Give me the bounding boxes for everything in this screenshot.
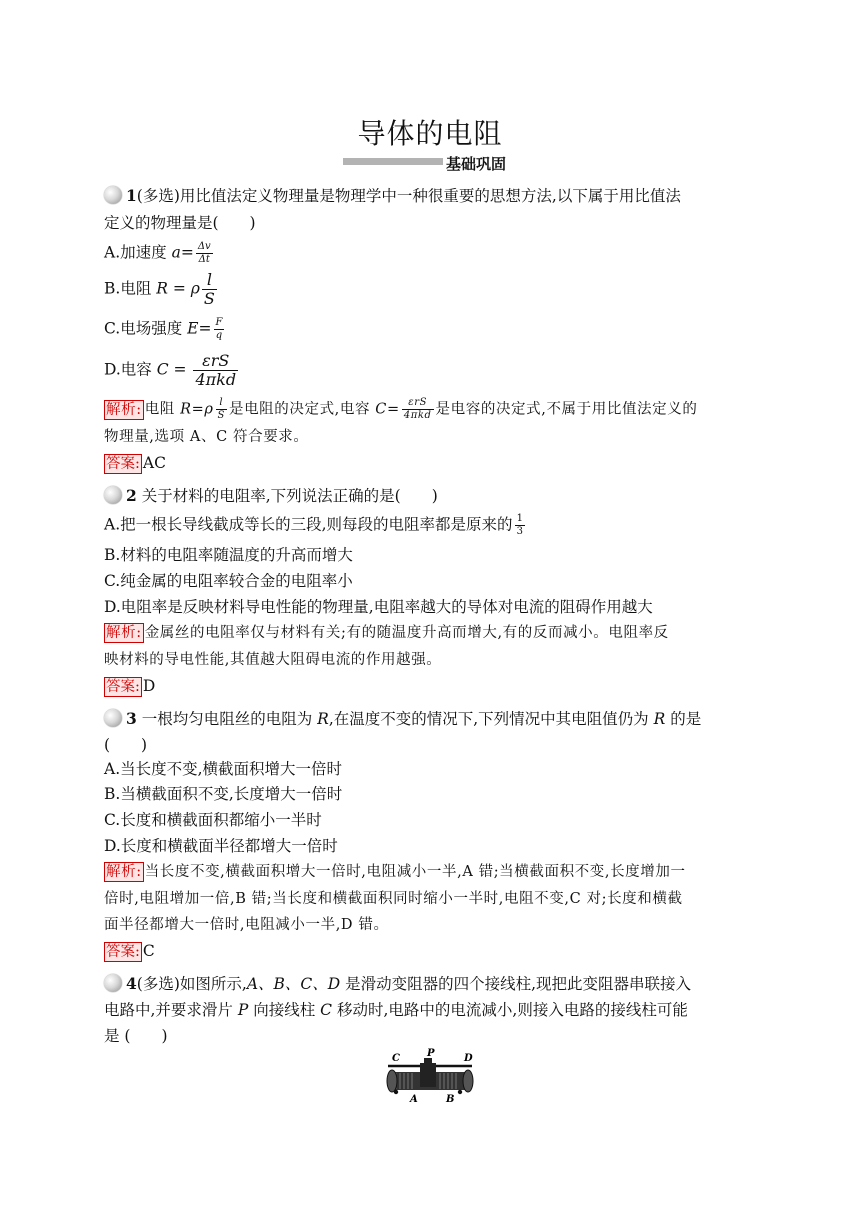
formula-var: R <box>653 710 666 728</box>
analysis-text: 当长度不变,横截面积增大一倍时,电阻减小一半,A 错;当横截面积不变,长度增加一 <box>144 864 686 880</box>
q3-analysis-line1 <box>104 862 686 882</box>
q3-analysis-line3: 面半径都增大一倍时,电阻减小一半,D 错。 <box>104 917 389 933</box>
formula-fraction <box>216 398 227 421</box>
option-label: C.电场强度 <box>104 319 188 338</box>
q1-option-b: B.电阻 R = ρ $\frac{l}{S}$ <box>104 270 215 308</box>
q3-option-c: C.长度和横截面积都缩小一半时 <box>104 811 322 829</box>
label-p: P <box>427 1048 435 1059</box>
label-a: A <box>410 1094 418 1104</box>
q2-answer <box>104 676 155 697</box>
section-heading: 基础巩固 <box>446 155 507 173</box>
q2-stem-text: 关于材料的电阻率,下列说法正确的是( ) <box>136 487 438 505</box>
q4-stem-text: (多选)如图所示, <box>136 975 247 993</box>
q2-option-a <box>104 514 527 537</box>
q1-answer <box>104 453 166 474</box>
option-text: A.把一根长导线截成等长的三段,则每段的电阻率都是原来的 <box>104 515 513 534</box>
q1-option-d: D.电容 C = $\frac{\text{εrS}}{\text{4πkd}}$ <box>104 351 237 389</box>
page-title: 导体的电阻 <box>357 117 503 150</box>
q4-stem-text: 移动时,电路中的电流减小,则接入电路的接线柱可能 <box>332 1001 688 1019</box>
q1-number: 1 <box>126 186 137 205</box>
q1-stem-line2: 定义的物理量是( ) <box>104 214 256 232</box>
q3-stem-text: ,在温度不变的情况下,下列情况中其电阻值仍为 <box>328 710 654 728</box>
answer-value: C <box>142 942 155 960</box>
rheostat-figure <box>380 1048 480 1104</box>
q2-option-c: C.纯金属的电阻率较合金的电阻率小 <box>104 572 353 590</box>
analysis-tag: 解析: <box>106 625 142 641</box>
formula-rho: ρ <box>190 279 200 298</box>
q4-stem-text: 电路中,并要求滑片 <box>104 1001 238 1019</box>
formula-fraction <box>402 398 434 421</box>
analysis-tag: 解析: <box>106 401 142 418</box>
q1-stem-text: (多选)用比值法定义物理量是物理学中一种很重要的思想方法,以下属于用比值法 <box>136 187 681 205</box>
formula-fraction <box>214 318 225 341</box>
question-bullet-icon <box>104 974 122 992</box>
formula-var: C <box>375 401 387 418</box>
q1-stem-line1 <box>104 186 681 206</box>
answer-value: AC <box>142 454 166 472</box>
fraction-denominator: 4πkd <box>195 370 237 389</box>
formula-fraction <box>193 353 238 388</box>
q2-number: 2 <box>126 486 137 505</box>
q3-stem-text: 一根均匀电阻丝的电阻为 <box>136 710 318 728</box>
q2-option-b: B.材料的电阻率随温度的升高而增大 <box>104 546 353 564</box>
answer-tag: 答案: <box>106 679 140 695</box>
q1-option-a: A.加速度 a= $\frac{\Delta v}{\Delta t}$ <box>104 241 211 265</box>
fraction-denominator: Δt <box>198 254 210 265</box>
end-cap-left <box>387 1070 397 1092</box>
q2-option-d: D.电阻率是反映材料导电性能的物理量,电阻率越大的导体对电流的阻碍作用越大 <box>104 598 653 616</box>
q3-option-b: B.当横截面积不变,长度增大一倍时 <box>104 785 343 803</box>
option-label: B.电阻 <box>104 279 157 298</box>
q4-stem-line3: 是 ( ) <box>104 1027 168 1045</box>
question-bullet-icon <box>104 486 122 504</box>
q2-analysis-line2: 映材料的导电性能,其值越大阻碍电流的作用越强。 <box>104 652 442 668</box>
analysis-text: 是电阻的决定式,电容 <box>228 401 376 418</box>
answer-tag: 答案: <box>106 944 140 960</box>
formula-var: R <box>317 710 329 728</box>
formula-rho: ρ <box>204 401 214 418</box>
slider-p <box>420 1063 436 1087</box>
terminal-a <box>394 1090 398 1094</box>
q4-stem-line2 <box>104 1000 688 1020</box>
analysis-tag: 解析: <box>106 864 142 880</box>
fraction-numerator: l <box>216 398 227 410</box>
option-label: D.电容 <box>104 360 157 379</box>
end-cap-right <box>463 1070 473 1092</box>
formula-var: C <box>156 360 169 379</box>
q3-option-d: D.长度和横截面半径都增大一倍时 <box>104 837 338 855</box>
formula-fraction <box>515 514 525 537</box>
formula-var: R <box>180 401 192 418</box>
formula-var: A、B、C、D <box>246 975 341 993</box>
fraction-denominator: 3 <box>516 526 523 537</box>
q4-stem-line1 <box>104 974 691 994</box>
answer-value: D <box>142 677 156 695</box>
q3-stem-line1 <box>104 709 701 729</box>
answer-tag: 答案: <box>106 456 140 472</box>
q3-number: 3 <box>126 709 137 728</box>
formula-var: R <box>156 279 168 298</box>
fraction-numerator: 1 <box>516 513 523 524</box>
fraction-numerator: F <box>215 317 223 328</box>
fraction-denominator: S <box>203 289 215 308</box>
q2-analysis-line1 <box>104 623 669 643</box>
q4-stem-text: 向接线柱 <box>248 1001 321 1019</box>
q1-option-c: C.电场强度 E= $\frac{F}{q}$ <box>104 317 223 341</box>
q3-option-a: A.当长度不变,横截面积增大一倍时 <box>104 760 343 778</box>
fraction-denominator: 4πkd <box>403 410 432 421</box>
formula-var: a <box>171 243 181 262</box>
fraction-numerator: Δv <box>197 241 211 252</box>
formula-fraction <box>196 242 213 265</box>
q2-stem <box>104 486 438 506</box>
q1-analysis-line2: 物理量,选项 A、C 符合要求。 <box>104 429 309 445</box>
fraction-numerator: εrS <box>402 398 434 410</box>
q3-analysis-line2: 倍时,电阻增加一倍,B 错;当长度和横截面积同时缩小一半时,电阻不变,C 对;长度和横截 <box>104 891 683 907</box>
analysis-text: 电阻 <box>144 401 181 418</box>
analysis-text: 金属丝的电阻率仅与材料有关;有的随温度升高而增大,有的反而减小。电阻率反 <box>144 625 669 641</box>
question-bullet-icon <box>104 709 122 727</box>
formula-var: C <box>320 1001 333 1019</box>
question-bullet-icon <box>104 186 122 204</box>
q3-stem-text: 的是 <box>665 710 702 728</box>
label-b: B <box>446 1094 455 1104</box>
terminal-b <box>458 1090 462 1094</box>
section-divider-bar <box>343 158 443 165</box>
fraction-numerator: l <box>202 272 217 290</box>
analysis-text: 是电容的决定式,不属于用比值法定义的 <box>435 401 698 418</box>
label-c: C <box>392 1053 400 1064</box>
fraction-denominator: q <box>215 330 223 341</box>
q3-stem-line2: ( ) <box>104 736 148 754</box>
label-d: D <box>464 1053 473 1064</box>
q3-answer <box>104 941 155 962</box>
q1-analysis-line1: 解析: 电阻 R=ρ $\frac{l}{S}$ 是电阻的决定式,电容 C= $\frac{\text{εrS}}{\text{4πkd}}$ 是电容的决定式,不属于用比值法定义的 <box>106 397 698 421</box>
q4-stem-text: 是滑动变阻器的四个接线柱,现把此变阻器串联接入 <box>340 975 692 993</box>
formula-var: P <box>237 1001 249 1019</box>
fraction-numerator: εrS <box>193 353 238 371</box>
formula-fraction <box>202 272 217 307</box>
fraction-denominator: S <box>217 410 225 421</box>
q4-number: 4 <box>126 974 137 993</box>
formula-var: E <box>187 319 199 338</box>
option-label: A.加速度 <box>104 243 172 262</box>
